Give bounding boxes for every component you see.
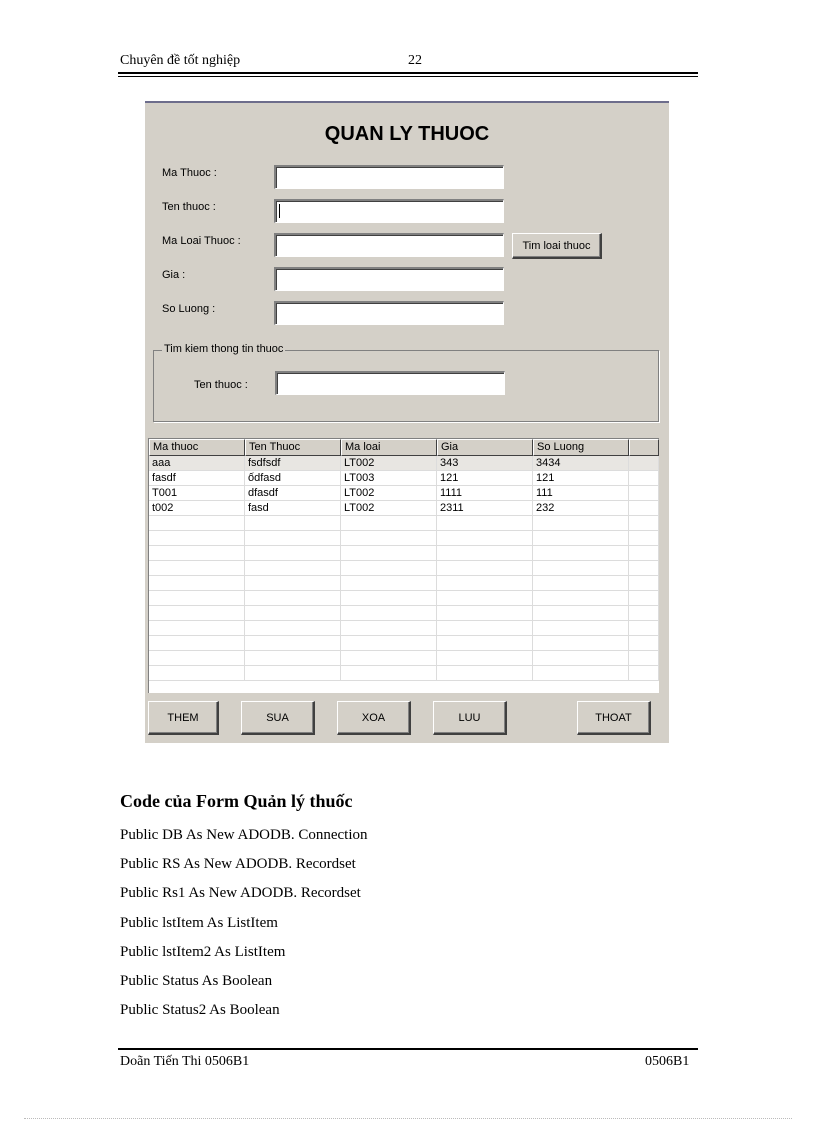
empty-row xyxy=(149,561,659,576)
column-header-gia[interactable]: Gia xyxy=(437,439,533,456)
cell-gia: 2311 xyxy=(437,501,533,515)
table-row[interactable] xyxy=(149,456,659,471)
empty-row xyxy=(149,636,659,651)
footer-code: 0506B1 xyxy=(645,1054,690,1069)
cell-gia: 1111 xyxy=(437,486,533,500)
thoat-button[interactable]: THOAT xyxy=(577,701,651,735)
code-line: Public lstItem As ListItem xyxy=(120,915,278,931)
cell-so-luong: 232 xyxy=(533,501,629,515)
cell-so-luong: 3434 xyxy=(533,456,629,470)
code-line: Public DB As New ADODB. Connection xyxy=(120,827,368,843)
table-row[interactable] xyxy=(149,486,659,501)
list-header xyxy=(149,439,659,456)
header-rule-thin xyxy=(118,76,698,77)
empty-row xyxy=(149,516,659,531)
cell-ma-thuoc: aaa xyxy=(149,456,245,470)
text-caret xyxy=(279,204,280,218)
page-bottom-dotted-line xyxy=(24,1118,792,1119)
cell-ma-thuoc: T001 xyxy=(149,486,245,500)
them-button[interactable]: THEM xyxy=(148,701,219,735)
cell-ma-loai: LT002 xyxy=(341,486,437,500)
empty-row xyxy=(149,531,659,546)
empty-grid-rows xyxy=(149,516,659,681)
cell-so-luong: 111 xyxy=(533,486,629,500)
code-line: Public Status2 As Boolean xyxy=(120,1002,280,1018)
search-frame-caption: Tim kiem thong tin thuoc xyxy=(164,343,284,355)
column-header-ten-thuoc[interactable]: Ten Thuoc xyxy=(245,439,341,456)
cell-ten-thuoc: dfasdf xyxy=(245,486,341,500)
column-header-filler xyxy=(629,439,659,456)
empty-row xyxy=(149,576,659,591)
list-body xyxy=(149,456,659,681)
cell-ma-loai: LT002 xyxy=(341,456,437,470)
footer-rule xyxy=(118,1048,698,1050)
column-header-ma-thuoc[interactable]: Ma thuoc xyxy=(149,439,245,456)
tim-loai-thuoc-button[interactable]: Tim loai thuoc xyxy=(512,233,602,259)
empty-row xyxy=(149,666,659,681)
code-line: Public lstItem2 As ListItem xyxy=(120,944,286,960)
cell-ten-thuoc: fsdfsdf xyxy=(245,456,341,470)
so-luong-label: So Luong : xyxy=(162,303,216,315)
ma-thuoc-label: Ma Thuoc : xyxy=(162,167,217,179)
cell-ten-thuoc: fasd xyxy=(245,501,341,515)
form-title: QUAN LY THUOC xyxy=(324,123,490,145)
cell-ma-thuoc: t002 xyxy=(149,501,245,515)
search-frame xyxy=(153,343,659,422)
gia-input[interactable] xyxy=(274,267,504,291)
empty-row xyxy=(149,621,659,636)
cell-so-luong: 121 xyxy=(533,471,629,485)
table-row[interactable] xyxy=(149,471,659,486)
footer-author: Doãn Tiến Thi 0506B1 xyxy=(120,1054,250,1069)
gia-label: Gia : xyxy=(162,269,186,281)
search-ten-thuoc-label: Ten thuoc : xyxy=(194,379,248,391)
empty-row xyxy=(149,546,659,561)
xoa-button[interactable]: XOA xyxy=(337,701,411,735)
header-title: Chuyên đề tốt nghiệp xyxy=(120,53,241,68)
ma-loai-thuoc-label: Ma Loai Thuoc : xyxy=(162,235,241,247)
cell-ma-loai: LT003 xyxy=(341,471,437,485)
ten-thuoc-input[interactable] xyxy=(274,199,504,223)
ten-thuoc-label: Ten thuoc : xyxy=(162,201,216,213)
cell-gia: 343 xyxy=(437,456,533,470)
code-line: Public Rs1 As New ADODB. Recordset xyxy=(120,885,361,901)
search-ten-thuoc-input[interactable] xyxy=(275,371,505,395)
luu-button[interactable]: LUU xyxy=(433,701,507,735)
quan-ly-thuoc-form xyxy=(145,101,669,743)
so-luong-input[interactable] xyxy=(274,301,504,325)
code-line: Public RS As New ADODB. Recordset xyxy=(120,856,356,872)
sua-button[interactable]: SUA xyxy=(241,701,315,735)
cell-ma-loai: LT002 xyxy=(341,501,437,515)
header-rule xyxy=(118,72,698,74)
column-header-ma-loai[interactable]: Ma loai xyxy=(341,439,437,456)
empty-row xyxy=(149,606,659,621)
thuoc-listview[interactable] xyxy=(148,438,659,693)
table-row[interactable] xyxy=(149,501,659,516)
code-line: Public Status As Boolean xyxy=(120,973,273,989)
ma-thuoc-input[interactable] xyxy=(274,165,504,189)
empty-row xyxy=(149,651,659,666)
cell-ma-thuoc: fasdf xyxy=(149,471,245,485)
empty-row xyxy=(149,591,659,606)
cell-ten-thuoc: ốdfasd xyxy=(245,471,341,485)
column-header-so-luong[interactable]: So Luong xyxy=(533,439,629,456)
section-heading: Code của Form Quản lý thuốc xyxy=(120,791,353,811)
page-number: 22 xyxy=(408,53,422,68)
cell-gia: 121 xyxy=(437,471,533,485)
ma-loai-thuoc-input[interactable] xyxy=(274,233,504,257)
